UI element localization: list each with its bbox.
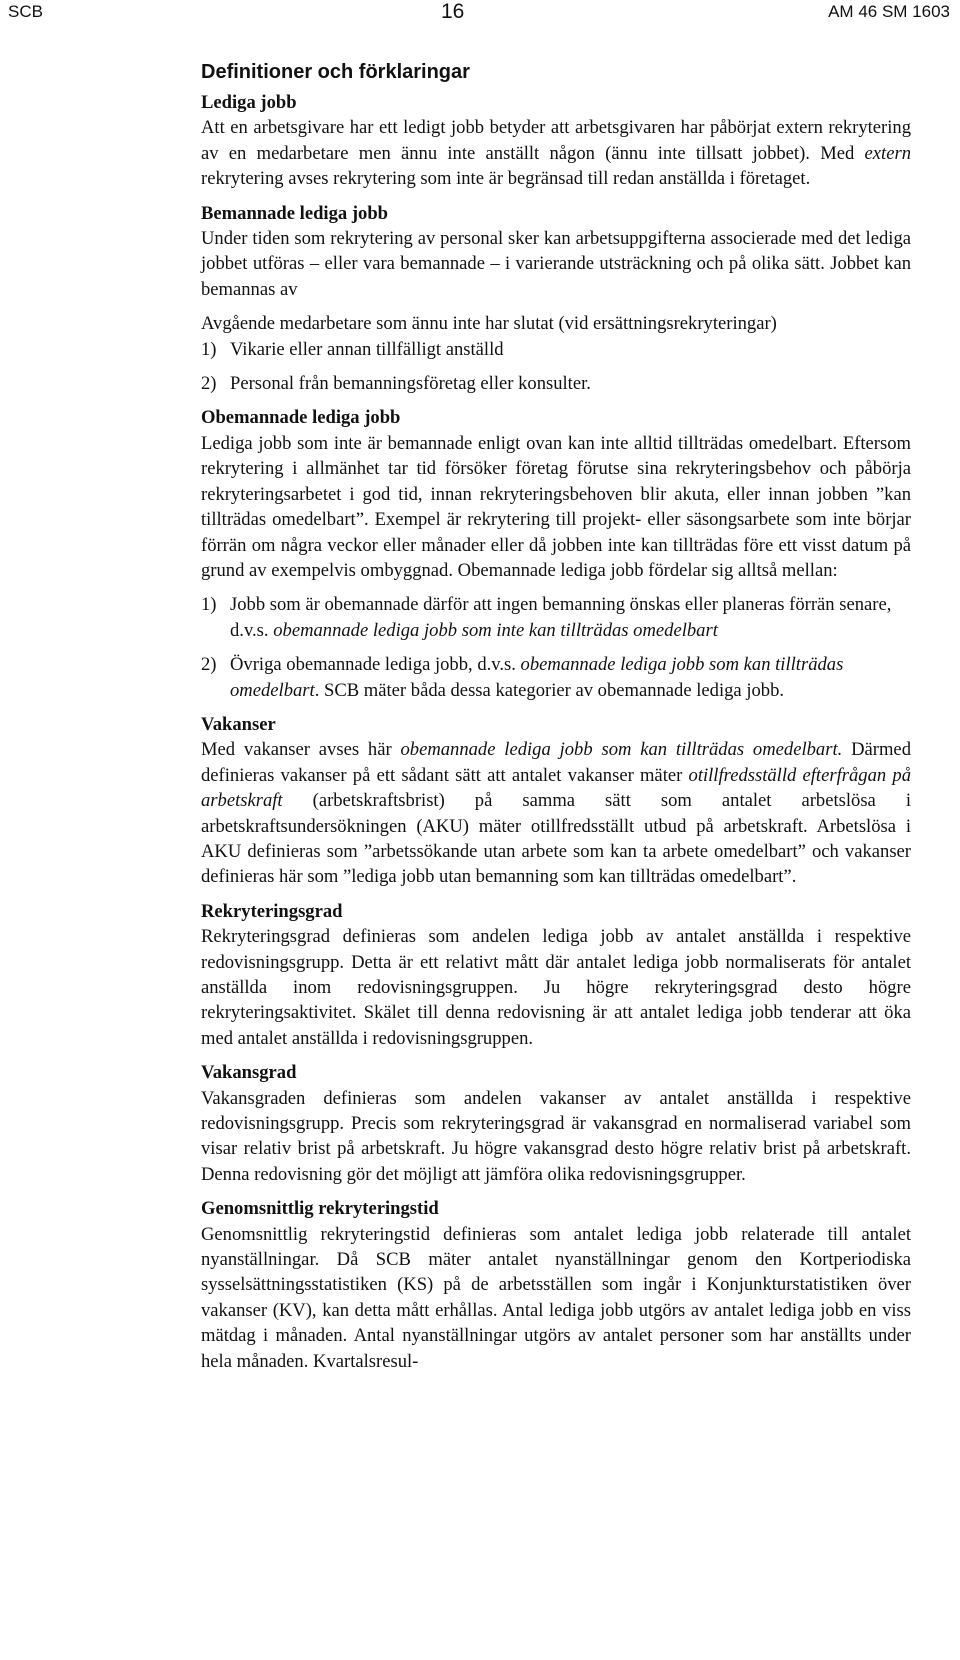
section-title-obemannade: Obemannade lediga jobb bbox=[201, 407, 401, 429]
section-title-rekryteringsgrad: Rekryteringsgrad bbox=[201, 900, 343, 922]
list-item: 2) Övriga obemannade lediga jobb, d.v.s. obemannade lediga jobb som kan tillträdas omedelbart. SCB mäter båda dessa kategorier av obemannade lediga jobb. bbox=[201, 654, 844, 701]
paragraph-bemannade-avgaende: Avgående medarbetare som ännu inte har slutat (vid ersättningsrekryteringar) bbox=[201, 313, 777, 335]
page-header bbox=[0, 0, 960, 30]
section-title-lediga-jobb: Lediga jobb bbox=[201, 92, 297, 113]
section-title-genomsnittlig-rekryteringstid: Genomsnittlig rekryteringstid bbox=[201, 1198, 439, 1220]
section-obemannade bbox=[201, 405, 911, 702]
section-title-vakansgrad: Vakansgrad bbox=[201, 1062, 297, 1084]
header-publisher: SCB bbox=[8, 2, 43, 21]
paragraph-vakansgrad: Vakansgraden definieras som andelen vakanser av antalet anställda i respektive redovisningsgrupp. Precis som rekryteringsgrad är vakansgrad en normaliserad variabel som visar relativ brist på arbetskraft. Ju högre vakansgrad desto högre relativ brist på arbetskraft. Denna redovisning gör det möjligt att jämföra olika redovisningsgrupper. bbox=[201, 1087, 911, 1185]
paragraph-genomsnittlig-rekryteringstid: Genomsnittlig rekryteringstid definieras som antalet lediga jobb relaterade till antalet nyanställningar. Då SCB mäter antalet nyanställningar genom den Kortperiodiska sysselsättningsstatistiken (KS) på de arbetsställen som ingår i Konjunkturstatistiken över vakanser (KV), kan detta mått erhållas. Antal lediga jobb utgörs av antalet lediga jobb en viss mätdag i månaden. Antal nyanställningar utgörs av antalet personer som har anställts under hela månaden. Kvartalsresul- bbox=[201, 1223, 911, 1372]
section-vakanser bbox=[201, 712, 911, 890]
list-bemannade bbox=[201, 337, 911, 397]
paragraph-bemannade-intro: Under tiden som rekrytering av personal sker kan arbetsuppgifterna associerade med det lediga jobbet utföras – eller vara bemannade – i varierande utsträckning och på olika sätt. Jobbet kan bemannas av bbox=[201, 228, 911, 300]
paragraph-rekryteringsgrad: Rekryteringsgrad definieras som andelen lediga jobb av antalet anställda i respektive redovisningsgrupp. Detta är ett relativt mått där antalet lediga jobb normaliserats för antalet anställda inom redovisningsgruppen. Ju högre rekryteringsgrad desto högre rekryteringsaktivitet. Skälet till denna redovisning är att antalet lediga jobb tenderar att öka med antalet anställda i redovisningsgruppen. bbox=[201, 926, 911, 1049]
list-item: 2) Personal från bemanningsföretag eller konsulter. bbox=[201, 373, 591, 395]
section-rekryteringsgrad bbox=[201, 899, 911, 1051]
paragraph-obemannade: Lediga jobb som inte är bemannade enligt ovan kan inte alltid tillträdas omedelbart. Eftersom rekrytering i allmänhet tar tid försöker företag förutse sina rekryteringsbehov och påbörja rekryteringsarbetet i god tid, innan rekryteringsbehoven blir akuta, eller innan jobben ”kan tillträdas omedelbart”. Exempel är rekrytering till projekt- eller säsongsarbete som inte börjar förrän om några veckor eller månader eller då jobben inte kan tillträdas före ett visst datum på grund av exempelvis ombyggnad. Obemannade lediga jobb fördelar sig alltså mellan: bbox=[201, 432, 911, 581]
section-title-vakanser: Vakanser bbox=[201, 713, 276, 735]
list-item: 1) Jobb som är obemannade därför att ingen bemanning önskas eller planeras förrän senare, d.v.s. obemannade lediga jobb som inte kan tillträdas omedelbart bbox=[201, 594, 892, 641]
section-title-bemannade: Bemannade lediga jobb bbox=[201, 202, 388, 224]
document-title: Definitioner och förklaringar bbox=[201, 61, 470, 83]
page-body bbox=[201, 58, 911, 1383]
paragraph-lediga-jobb: Att en arbetsgivare har ett ledigt jobb betyder att arbetsgivaren har påbörjat extern rekrytering av en medarbetare men ännu inte anställt någon (ännu inte tillsatt jobbet). Med extern rekrytering avses rekrytering som inte är begränsad till redan anställda i företaget. bbox=[201, 117, 911, 190]
section-vakansgrad bbox=[201, 1060, 911, 1187]
header-document-code: AM 46 SM 1603 bbox=[828, 2, 950, 21]
section-bemannade bbox=[201, 201, 911, 397]
section-lediga-jobb bbox=[201, 90, 911, 192]
list-obemannade bbox=[201, 592, 911, 703]
paragraph-vakanser: Med vakanser avses här obemannade lediga jobb som kan tillträdas omedelbart. Därmed definieras vakanser på ett sådant sätt att antalet vakanser mäter otillfredsställd efterfrågan på arbetskraft (arbetskraftsbrist) på samma sätt som antalet arbetslösa i arbetskraftsundersökningen (AKU) mäter otillfredsställt utbud på arbetskraft. Arbetslösa i AKU definieras som ”arbetssökande utan arbete som kan ta arbete omedelbart” och vakanser definieras här som ”lediga jobb utan bemanning som kan tillträdas omedelbart”. bbox=[201, 739, 911, 888]
list-item: 1) Vikarie eller annan tillfälligt anställd bbox=[201, 338, 504, 360]
page-number: 16 bbox=[441, 0, 465, 23]
section-genomsnittlig-rekryteringstid bbox=[201, 1196, 911, 1374]
